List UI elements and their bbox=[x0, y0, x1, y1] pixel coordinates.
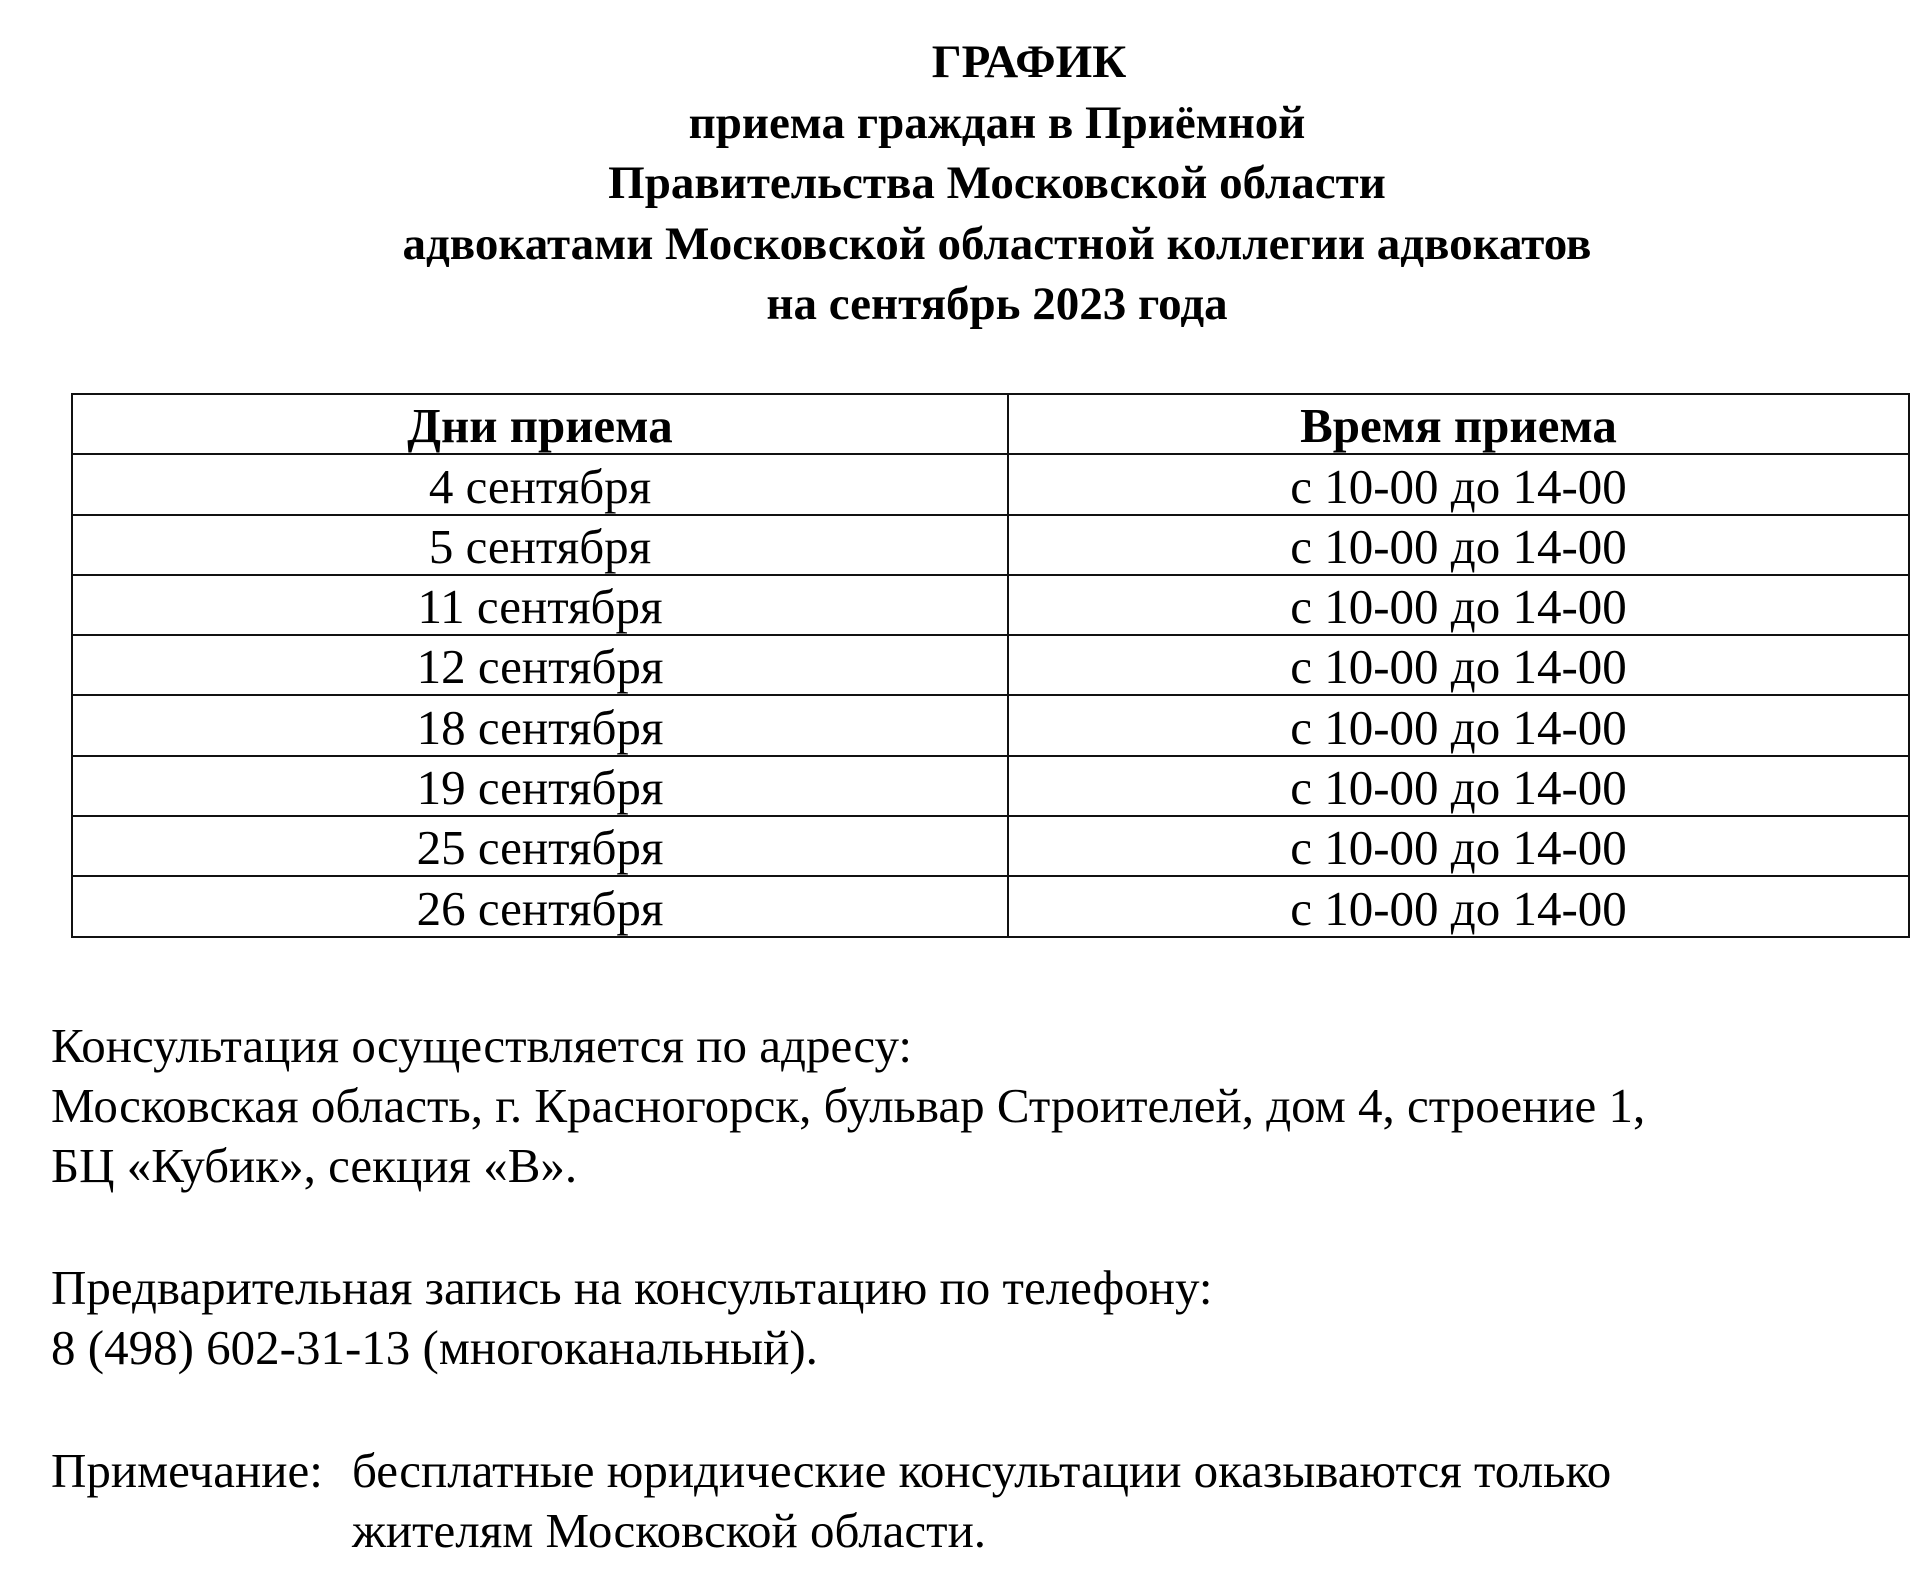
cell-day: 19 сентября bbox=[72, 756, 1008, 816]
table-row bbox=[72, 454, 1909, 514]
cell-day: 12 сентября bbox=[72, 635, 1008, 695]
table-row bbox=[72, 816, 1909, 876]
table-row bbox=[72, 635, 1909, 695]
note-label: Примечание: bbox=[51, 1443, 323, 1498]
note-first-line bbox=[51, 1441, 1611, 1501]
address-street: Московская область, г. Красногорск, бульвар Строителей, дом 4, строение 1, bbox=[51, 1078, 1646, 1133]
table-row bbox=[72, 756, 1909, 816]
cell-time: с 10-00 до 14-00 bbox=[1008, 635, 1909, 695]
cell-day: 11 сентября bbox=[72, 575, 1008, 635]
table-row bbox=[72, 515, 1909, 575]
address-intro: Консультация осуществляется по адресу: bbox=[51, 1018, 912, 1073]
table-header-row bbox=[72, 394, 1909, 454]
cell-day: 25 сентября bbox=[72, 816, 1008, 876]
column-header-time: Время приема bbox=[1008, 394, 1909, 454]
column-header-days: Дни приема bbox=[72, 394, 1008, 454]
phone-paragraph bbox=[51, 1258, 1212, 1378]
cell-time: с 10-00 до 14-00 bbox=[1008, 756, 1909, 816]
note-text-line2: жителям Московской области. bbox=[352, 1503, 987, 1558]
title-line-subject: приема граждан в Приёмной bbox=[688, 96, 1306, 149]
cell-day: 26 сентября bbox=[72, 876, 1008, 936]
table-row bbox=[72, 575, 1909, 635]
cell-day: 4 сентября bbox=[72, 454, 1008, 514]
cell-time: с 10-00 до 14-00 bbox=[1008, 515, 1909, 575]
document-title bbox=[71, 32, 1920, 335]
table-row bbox=[72, 695, 1909, 755]
title-line-lawyers: адвокатами Московской областной коллегии адвокатов bbox=[402, 217, 1592, 270]
cell-time: с 10-00 до 14-00 bbox=[1008, 454, 1909, 514]
address-building: БЦ «Кубик», секция «В». bbox=[51, 1138, 578, 1193]
cell-time: с 10-00 до 14-00 bbox=[1008, 575, 1909, 635]
phone-intro: Предварительная запись на консультацию по телефону: bbox=[51, 1260, 1213, 1315]
cell-time: с 10-00 до 14-00 bbox=[1008, 816, 1909, 876]
cell-time: с 10-00 до 14-00 bbox=[1008, 695, 1909, 755]
phone-number: 8 (498) 602-31-13 (многоканальный). bbox=[51, 1320, 818, 1375]
title-line-period: на сентябрь 2023 года bbox=[766, 278, 1228, 330]
schedule-table bbox=[71, 393, 1910, 938]
cell-time: с 10-00 до 14-00 bbox=[1008, 876, 1909, 936]
address-paragraph bbox=[51, 1016, 1645, 1196]
note-paragraph bbox=[51, 1441, 1611, 1561]
note-text-line1: бесплатные юридические консультации оказываются только bbox=[352, 1443, 1612, 1498]
title-line-organization: Правительства Московской области bbox=[608, 157, 1386, 209]
cell-day: 5 сентября bbox=[72, 515, 1008, 575]
table-row bbox=[72, 876, 1909, 936]
cell-day: 18 сентября bbox=[72, 695, 1008, 755]
title-line-heading: ГРАФИК bbox=[931, 36, 1127, 88]
